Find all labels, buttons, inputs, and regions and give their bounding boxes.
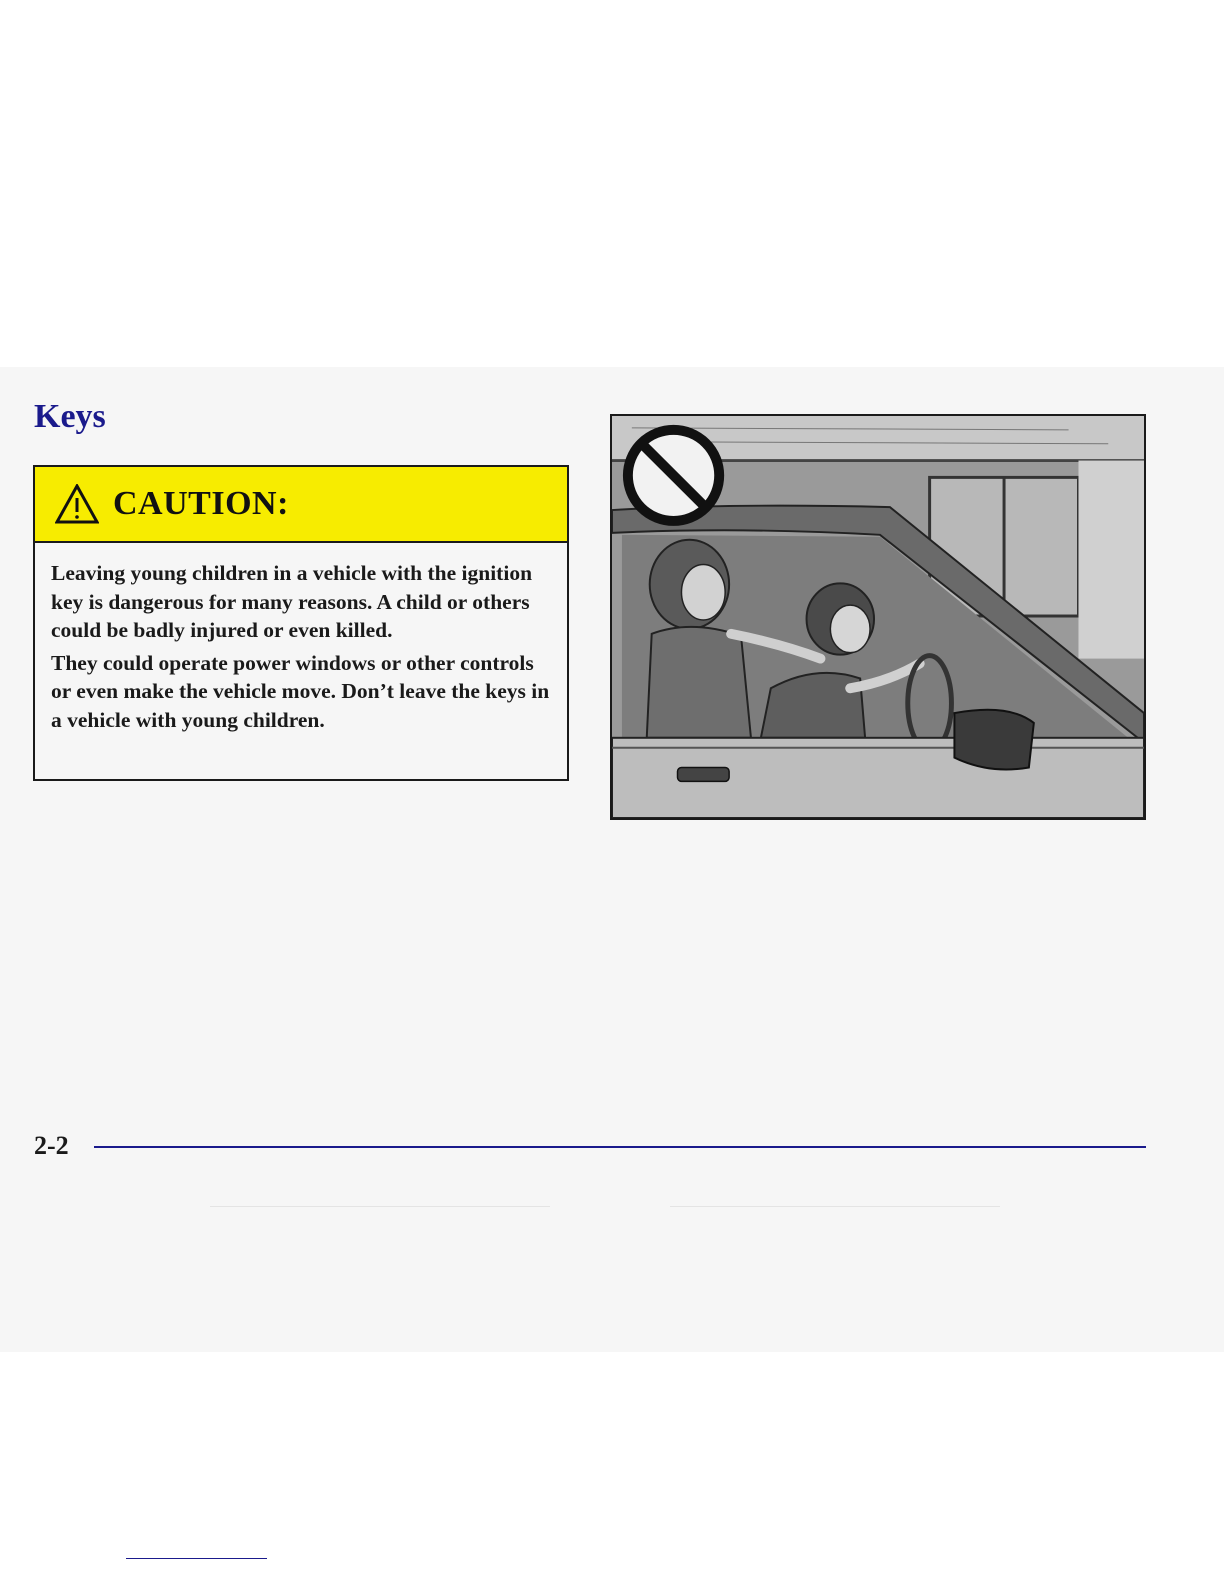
children-in-car-illustration: [610, 414, 1146, 820]
page-number: 2-2: [34, 1131, 69, 1160]
caution-title: CAUTION:: [113, 485, 289, 522]
caution-paragraph: Leaving young children in a vehicle with the ignition key is dangerous for many reasons. A child or others could be badly injured or even killed.: [51, 561, 533, 642]
faint-divider: [210, 1206, 550, 1207]
illustration-drawing: [612, 416, 1144, 818]
bottom-rule: [126, 1558, 267, 1559]
prohibition-sign-icon: [628, 430, 719, 521]
faint-divider: [670, 1206, 1000, 1207]
section-title: Keys: [34, 398, 106, 435]
caution-header: [35, 467, 567, 543]
caution-body: [35, 543, 567, 734]
caution-box: [33, 465, 569, 781]
warning-triangle-icon: [55, 484, 99, 524]
caution-paragraph: They could operate power windows or other controls or even make the vehicle move. Don’t leave the keys in a vehicle with young children.: [51, 650, 550, 732]
footer-rule: [94, 1146, 1146, 1148]
